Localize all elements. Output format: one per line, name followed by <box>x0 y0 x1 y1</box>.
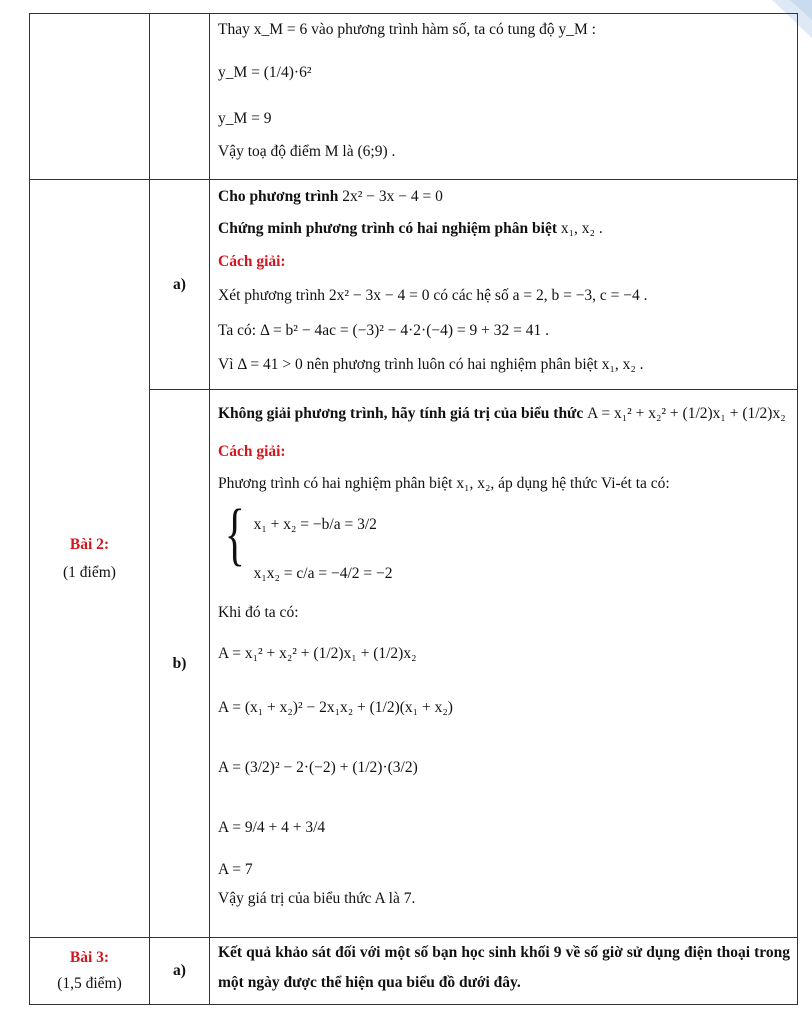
step-3 <box>218 348 790 382</box>
calc-line-3: A = (3/2)² − 2·(−2) + (1/2)·(3/2) <box>218 759 418 776</box>
part-b-content <box>210 390 797 920</box>
calc-line-1: A = x₁² + x₂² + (1/2)x₁ + (1/2)x₂ <box>218 645 417 662</box>
vieta-sum: x₁ + x₂ = −b/a = 3/2 <box>253 515 377 533</box>
problem-vars: x₁, x₂ . <box>560 220 603 237</box>
content-cell <box>210 938 798 1005</box>
then-text: Khi đó ta có: <box>218 604 299 621</box>
vieta-text: Phương trình có hai nghiệm phân biệt <box>218 475 453 492</box>
table-row <box>30 14 798 180</box>
step-text: Ta có: <box>218 322 257 339</box>
method-heading: Cách giải: <box>218 253 286 270</box>
problem-text: Cho phương trình <box>218 188 339 205</box>
problem-expression: A = x₁² + x₂² + (1/2)x₁ + (1/2)x₂ <box>587 405 786 422</box>
content-cell <box>210 390 798 938</box>
bai-cell-empty <box>30 14 150 180</box>
part-b-label: b) <box>172 654 187 672</box>
calc-line-4: A = 9/4 + 4 + 3/4 <box>218 819 326 836</box>
step-equation: 2x² − 3x − 4 = 0 <box>328 287 430 304</box>
bai3-cell <box>30 938 150 1005</box>
content-cell <box>210 14 798 180</box>
vieta-text: , áp dụng hệ thức Vi-ét ta có: <box>490 475 670 492</box>
problem-text: Chứng minh phương trình có hai nghiệm phân biệt <box>218 220 558 237</box>
step-vars: x₁, x₂ . <box>601 356 644 373</box>
row1-eq2: y_M = 9 <box>218 110 272 127</box>
content-cell <box>210 180 798 390</box>
step-text: có các hệ số <box>433 287 509 304</box>
part-b-conclusion: Vậy giá trị của biểu thức A là 7. <box>218 890 416 907</box>
step-text: nên phương trình luôn có hai nghiệm phân biệt <box>306 356 598 373</box>
step-2 <box>218 314 790 348</box>
row1-conclusion: Vậy toạ độ điểm M là (6;9) . <box>218 143 396 160</box>
calc-line-2: A = (x₁ + x₂)² − 2x₁x₂ + (1/2)(x₁ + x₂) <box>218 699 453 716</box>
bai3-title: Bài 3: <box>69 949 110 966</box>
bai3-part-a-text: Kết quả khảo sát đối với một số bạn học sinh khối 9 về số giờ sử dụng điện thoại trong một ngày được thể hiện qua biểu đồ dưới đây. <box>218 944 790 991</box>
bai2-cell <box>30 180 150 938</box>
method-heading: Cách giải: <box>218 443 286 460</box>
calc-line-5: A = 7 <box>218 861 253 878</box>
table-row <box>30 938 798 1005</box>
part-a-cell <box>150 180 210 390</box>
step-coefficients: a = 2, b = −3, c = −4 . <box>512 287 648 304</box>
brace-icon: { <box>224 496 245 573</box>
problem-statement-1 <box>218 182 790 212</box>
part-cell-empty <box>150 14 210 180</box>
row1-intro: Thay x_M = 6 vào phương trình hàm số, ta có tung độ y_M : <box>218 21 596 38</box>
vieta-vars: x₁, x₂ <box>456 475 491 492</box>
vieta-product: x₁x₂ = c/a = −4/2 = −2 <box>253 564 393 582</box>
part-a-content <box>210 180 797 388</box>
part-a-label: a) <box>173 275 186 293</box>
bai3-part-a-label: a) <box>173 962 186 979</box>
step-equation: Δ = 41 > 0 <box>237 356 303 373</box>
bai2-points: (1 điểm) <box>63 563 116 581</box>
table-row <box>30 180 798 390</box>
problem-text: Không giải phương trình, hãy tính giá trị của biểu thức <box>218 405 584 422</box>
problem-equation: 2x² − 3x − 4 = 0 <box>342 188 443 205</box>
part-b-cell <box>150 390 210 938</box>
step-1 <box>218 278 790 314</box>
vieta-system <box>218 496 790 598</box>
bai3-points: (1,5 điểm) <box>57 975 122 992</box>
solution-table <box>29 13 798 1005</box>
step-text: Xét phương trình <box>218 287 326 304</box>
row1-content <box>210 14 797 174</box>
vieta-intro <box>218 468 790 500</box>
step-equation: Δ = b² − 4ac = (−3)² − 4·2·(−4) = 9 + 32 = 41 . <box>259 322 550 339</box>
problem-statement-2 <box>218 212 790 246</box>
step-text: Vì <box>218 356 234 373</box>
bai2-title: Bài 2: <box>69 535 110 553</box>
part-b-problem <box>218 392 790 436</box>
row1-eq1: y_M = (1/4)·6² <box>218 64 312 81</box>
bai3-part-a-cell <box>150 938 210 1005</box>
